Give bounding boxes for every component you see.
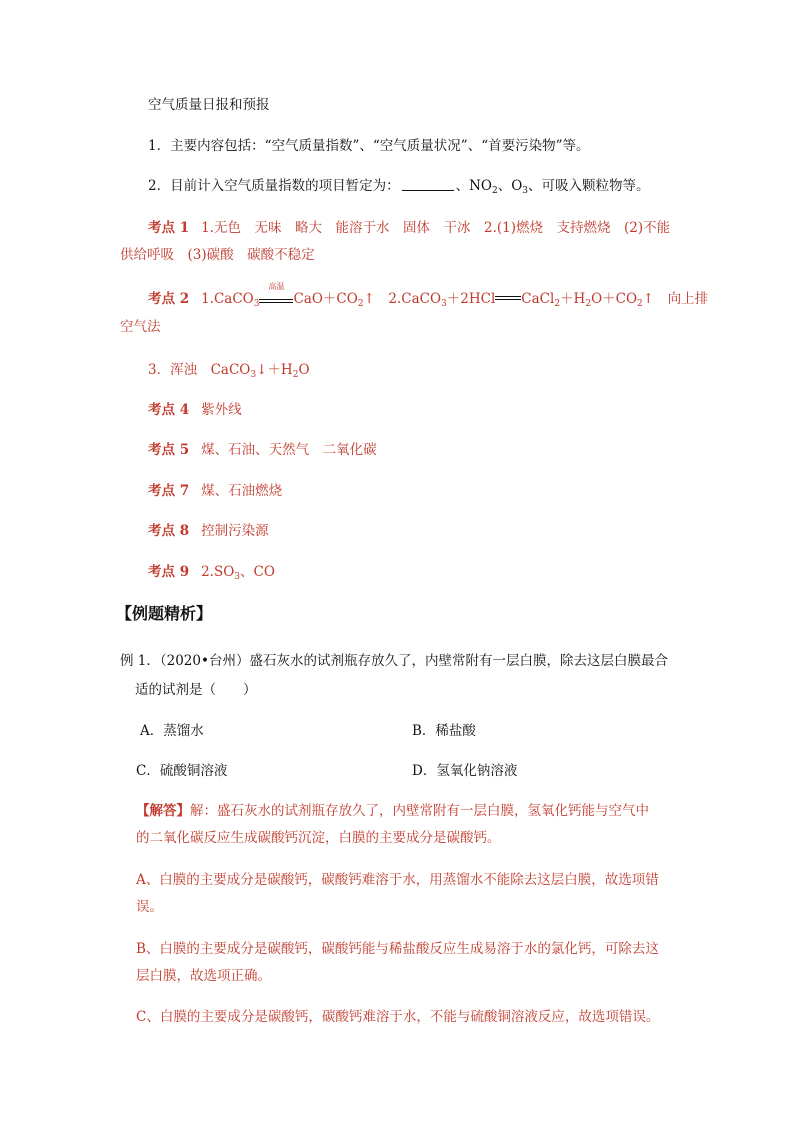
o3-text: 、O [497, 178, 523, 194]
formula-part: ↑ 2.CaCO [363, 291, 442, 307]
subscript: 3 [250, 370, 257, 380]
answer-label: 考点 1 [148, 220, 190, 236]
formula-part: O [298, 362, 310, 378]
subscript: 2 [637, 299, 643, 309]
formula-part: CaCl [521, 291, 555, 307]
subscript: 2 [491, 186, 498, 196]
question-line-2: 适的试剂是（ ） [135, 682, 257, 698]
section-heading: 【例题精析】 [116, 604, 213, 623]
answer-text: 1.无色 无味 略大 能溶于水 固体 干冰 2.(1)燃烧 支持燃烧 (2)不能 [201, 220, 671, 236]
subscript: 3 [441, 299, 447, 309]
formula-part: ↓＋H [256, 362, 293, 378]
solution-b-line-2: 层白膜，故选项正确。 [136, 968, 271, 984]
solution-a-line-2: 误。 [136, 899, 163, 915]
subscript: 2 [357, 299, 364, 309]
answer-label: 考点 9 [148, 564, 190, 580]
option-a: A．蒸馏水 [140, 723, 204, 739]
answer-label: 考点 8 [148, 523, 190, 539]
answer-label: 考点 2 [148, 291, 190, 307]
answer-k1 [148, 219, 670, 237]
reaction-arrow [259, 299, 293, 303]
answer-text: 煤、石油燃烧 [201, 483, 283, 499]
solution-a-line-1: A、白膜的主要成分是碳酸钙，碳酸钙难溶于水，用蒸馏水不能除去这层白膜，故选项错 [136, 872, 659, 888]
answer-k1-cont: 供给呼吸 (3)碳酸 碳酸不稳定 [120, 247, 315, 263]
answer-k8 [148, 522, 269, 540]
formula-part: ＋H [560, 291, 586, 307]
question-line-1: 例 1．（2020•台州）盛石灰水的试剂瓶存放久了，内壁常附有一层白膜，除去这层白膜最合 [120, 653, 668, 669]
solution-c-line-1: C、白膜的主要成分是碳酸钙，碳酸钙难溶于水，不能与硫酸铜溶液反应，故选项错误。 [136, 1009, 660, 1025]
option-d: D．氢氧化钠溶液 [412, 763, 518, 779]
solution-b-line-1: B、白膜的主要成分是碳酸钙，碳酸钙能与稀盐酸反应生成易溶于水的氯化钙，可除去这 [136, 941, 659, 957]
answer-text: 控制污染源 [201, 523, 269, 539]
no2-text: 、NO [455, 178, 492, 194]
subscript: 2 [554, 299, 561, 309]
subscript: 3 [522, 186, 529, 196]
answer-label: 考点 7 [148, 483, 190, 499]
condition-label: 高温 [268, 282, 285, 291]
review-line-2-end: 、可吸入颗粒物等。 [528, 178, 650, 194]
solution-label: 【解答】 [136, 803, 190, 819]
answer-text: 2.SO [201, 564, 235, 580]
formula-part: O＋CO [591, 291, 638, 307]
review-line-2-text: 2．目前计入空气质量指数的项目暂定为： [148, 178, 400, 194]
option-c: C．硫酸铜溶液 [136, 763, 228, 779]
answer-k4 [148, 401, 242, 419]
formula-part: ↑ 向上排 [642, 291, 709, 307]
fill-blank [402, 178, 454, 191]
solution-line-1 [136, 802, 649, 820]
reaction-condition [259, 282, 293, 303]
formula-part: 3．浑浊 CaCO [148, 362, 251, 378]
answer-text: 煤、石油、天然气 二氧化碳 [201, 442, 377, 458]
answer-k2 [148, 282, 709, 313]
formula-part: ＋2HCl [446, 291, 496, 307]
answer-text: 、CO [240, 564, 275, 580]
solution-line-2: 的二氧化碳反应生成碳酸钙沉淀，白膜的主要成分是碳酸钙。 [136, 830, 501, 846]
option-b: B．稀盐酸 [412, 723, 476, 739]
answer-text: 紫外线 [201, 402, 242, 418]
review-title: 空气质量日报和预报 [148, 97, 270, 113]
equals-sign [495, 296, 521, 300]
subscript: 2 [585, 299, 592, 309]
formula-part: CaO＋CO [293, 291, 358, 307]
formula-part: 1.CaCO [201, 291, 254, 307]
review-line-2 [148, 177, 650, 200]
subscript: 2 [292, 370, 299, 380]
answer-k9 [148, 563, 275, 586]
answer-k2-3 [148, 361, 310, 384]
answer-label: 考点 5 [148, 442, 190, 458]
answer-label: 考点 4 [148, 402, 190, 418]
solution-text: 解：盛石灰水的试剂瓶存放久了，内壁常附有一层白膜，氢氧化钙能与空气中 [190, 803, 649, 819]
subscript: 3 [234, 572, 241, 582]
answer-k2-cont: 空气法 [120, 319, 161, 335]
review-line-1: 1．主要内容包括：“空气质量指数”、“空气质量状况”、“首要污染物”等。 [148, 138, 590, 154]
answer-k5 [148, 441, 377, 459]
subscript: 3 [253, 299, 260, 309]
answer-k7 [148, 482, 282, 500]
